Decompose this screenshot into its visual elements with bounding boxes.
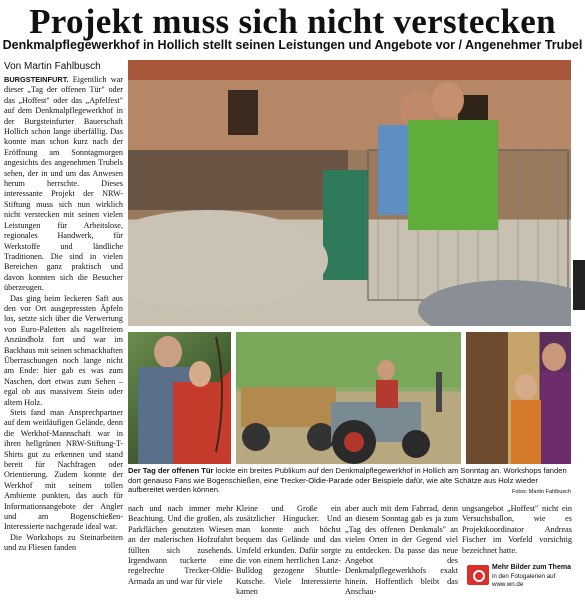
teaser-title: Mehr Bilder zum Thema xyxy=(492,564,571,571)
photo-caption xyxy=(128,466,571,495)
paragraph: Stets fand man Ansprechpartner auf dem weitläufigen Gelände, denn die Werkhof-Mannschaft war in ihren hellgrünen NRW-Stiftung-T-Shirts gut zu erkennen und stand bereit für Nachfragen oder Orientierung. Zudem konnte der Werkhof mit seinem tollen Ambiente punkten, das auch für Informationsangebote der Angler und am Bogenschießen-Interessierte nachgerade ideal war. xyxy=(4,408,123,532)
photo-tractor xyxy=(236,332,461,464)
photo-woodwork xyxy=(466,332,571,464)
teaser-link[interactable]: www.wn.de xyxy=(492,581,524,588)
paragraph: Das ging beim leckeren Saft aus den vor Ort ausgepressten Äpfeln los, setzte sich über die Verwertung von Euro-Paletten als nagelfreiem Anzündholz fort und war im Backhaus mit seinen schmackhaften Überraschungen noch lange nicht am Ende: hier gab es was zum Naschen, dort etwas zum Sehen – egal ob aus massivem Stein oder altem Holz. xyxy=(4,293,123,407)
paragraph: ungsangebot „Hoffest" nicht ein Versuchsballon, wie es Projektkoordinator Andreas Fischer im Vorfeld vorsichtig bezeichnet hatte. xyxy=(462,504,572,555)
photo-archery xyxy=(128,332,231,464)
paragraph: aber auch mit dem Fahrrad, denn an diesem Sonntag gab es ja zum „Tag des offenen Denkmals" an vielen Orten in der Gegend viel zu entdecken. Da passe das neue Angebot des Denkmalpflegewerkhofs exakt hinein. Hoffentlich bleibt das Anschau- xyxy=(345,504,458,597)
headline: Projekt muss sich nicht verstecken xyxy=(29,2,556,41)
paragraph: Kleine und Große ein zusätzlicher Hingucker. Und man konnte auch höchst bequem das Gelände und das Umfeld erkunden. Dafür sorgte die von einem herrlichen Lanz-Bulldog gezogene Shuttle-Kutsche. Viele Interessierte kamen xyxy=(236,504,341,597)
teaser-line: in den Fotogalerien auf xyxy=(492,573,556,580)
tractor-illustration xyxy=(236,332,461,464)
article-column-5 xyxy=(462,504,572,562)
photo-credit: Fotos: Martin Fahlbusch xyxy=(512,489,571,495)
article-column-4 xyxy=(345,504,458,599)
author-byline: Von Martin Fahlbusch xyxy=(4,61,101,72)
caption-lead: Der Tag der offenen Tür xyxy=(128,466,214,475)
main-photo xyxy=(128,60,571,326)
dateline: BURGSTEINFURT. xyxy=(4,75,69,84)
article-column-3 xyxy=(236,504,341,599)
paragraph: nach und nach immer mehr Beachtung. Und die großen, als Parkflächen genutzten Wiesen an der malerischen Hofzufahrt füllten sich zusehends. Irgendwann tuckerte eine regelrechte Trecker-Oldie-Armada an und war für viele xyxy=(128,504,233,586)
paragraph-intro xyxy=(4,75,123,294)
article-column-1 xyxy=(4,75,123,599)
camera-icon xyxy=(467,565,489,585)
gallery-teaser[interactable] xyxy=(467,563,577,595)
paragraph: Die Workshops zu Steinarbeiten und zu Fliesen fanden xyxy=(4,532,123,553)
main-photo-illustration xyxy=(128,60,571,326)
woodwork-illustration xyxy=(466,332,571,464)
caption-text: lockte ein breites Publikum auf den Denkmalpflegewerkhof in Hollich am Sonntag an. Workshops fanden dort genauso Fans wie Bogenschießen, eine Trecker-Oldie-Parade oder Beispiele dafür, wie alte Schätze aus Holz wieder aufbereitet werden können. xyxy=(128,466,567,495)
paragraph-text: Eigentlich war dieser „Tag der offenen Tür" oder das „Hoffest" oder das „Apfelfest" auf dem Denkmalpflegewerkhof in der Burgsteinfurter Bauerschaft Hollich schon lange überfällig. Das konnte man schon kurz nach der Eröffnung am Sonntagmorgen angesichts des angenehmen Trubels sehen, der in und um das Anwesen herum herrschte. Dieses interessante Projekt der NRW-Stiftung muss sich nun wirklich nicht verstecken mit seinen vielen Leistungen für Arbeitslose, regionales Handwerk, für Werkstoffe und ländliche Traditionen. Die sind in vielen Bereichen ganz praktisch und davon konnten sich die Besucher überzeugen. xyxy=(4,75,123,293)
archery-illustration xyxy=(128,332,231,464)
side-marker xyxy=(573,260,585,310)
article-column-2 xyxy=(128,504,233,599)
subheadline: Denkmalpflegewerkhof in Hollich stellt seinen Leistungen und Angebote vor / Angenehmer Trubel xyxy=(2,38,583,52)
